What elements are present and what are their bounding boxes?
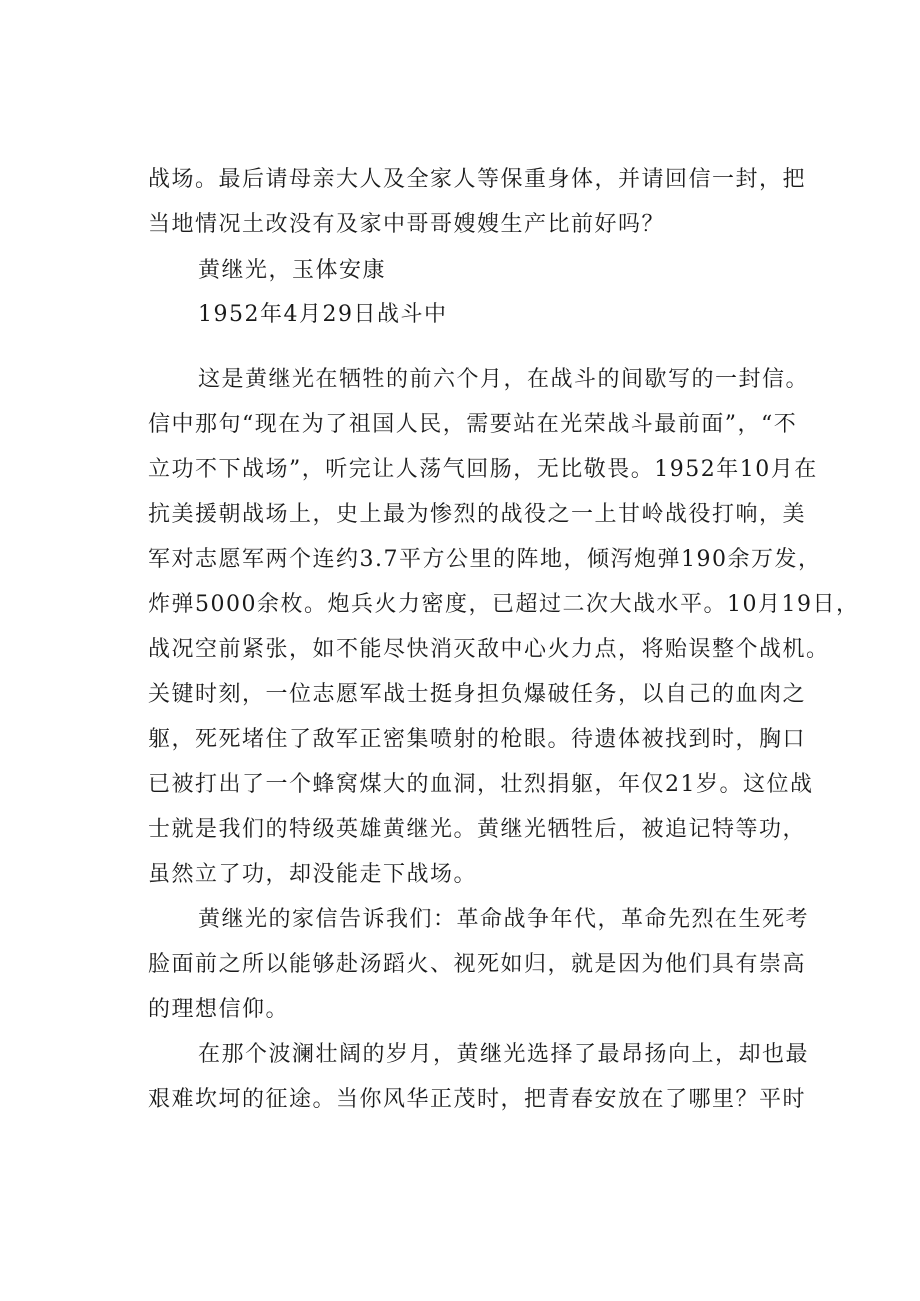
- text-line: 战场。最后请母亲大人及全家人等保重身体，并请回信一封，把: [148, 167, 807, 192]
- letter-date: 1952年4月29日战斗中: [198, 302, 448, 327]
- letter-closing: 黄继光，玉体安康: [198, 258, 387, 283]
- text-line: 战况空前紧张，如不能尽快消灭敌中心火力点，将贻误整个战机。: [148, 637, 830, 662]
- text-line: 立功不下战场”，听完让人荡气回肠，无比敬畏。1952年10月在: [148, 457, 818, 482]
- text-line: 虽然立了功，却没能走下战场。: [148, 862, 478, 887]
- text-line: 军对志愿军两个连约3.7平方公里的阵地，倾泻炮弹190余万发，: [148, 547, 822, 572]
- text-line: 在那个波澜壮阔的岁月，黄继光选择了最昂扬向上，却也最: [198, 1042, 810, 1067]
- text-line: 艰难坎坷的征途。当你风华正茂时，把青春安放在了哪里？平时: [148, 1087, 807, 1112]
- text-line: 士就是我们的特级英雄黄继光。黄继光牺牲后，被追记特等功，: [148, 817, 807, 842]
- text-line: 当地情况土改没有及家中哥哥嫂嫂生产比前好吗？: [148, 212, 666, 237]
- text-line: 的理想信仰。: [148, 997, 290, 1022]
- text-line: 抗美援朝战场上，史上最为惨烈的战役之一上甘岭战役打响，美: [148, 502, 807, 527]
- text-line: 已被打出了一个蜂窝煤大的血洞，壮烈捐躯，年仅21岁。这位战: [148, 772, 814, 797]
- text-line: 躯，死死堵住了敌军正密集喷射的枪眼。待遗体被找到时，胸口: [148, 727, 807, 752]
- text-line: 炸弹5000余枚。炮兵火力密度，已超过二次大战水平。10月19日，: [148, 592, 860, 617]
- text-line: 信中那句“现在为了祖国人民，需要站在光荣战斗最前面”，“不: [148, 412, 798, 437]
- text-line: 脸面前之所以能够赴汤蹈火、视死如归，就是因为他们具有崇高: [148, 952, 807, 977]
- text-line: 这是黄继光在牺牲的前六个月，在战斗的间歇写的一封信。: [198, 367, 810, 392]
- text-line: 黄继光的家信告诉我们：革命战争年代，革命先烈在生死考: [198, 907, 810, 932]
- text-line: 关键时刻，一位志愿军战士挺身担负爆破任务，以自己的血肉之: [148, 682, 807, 707]
